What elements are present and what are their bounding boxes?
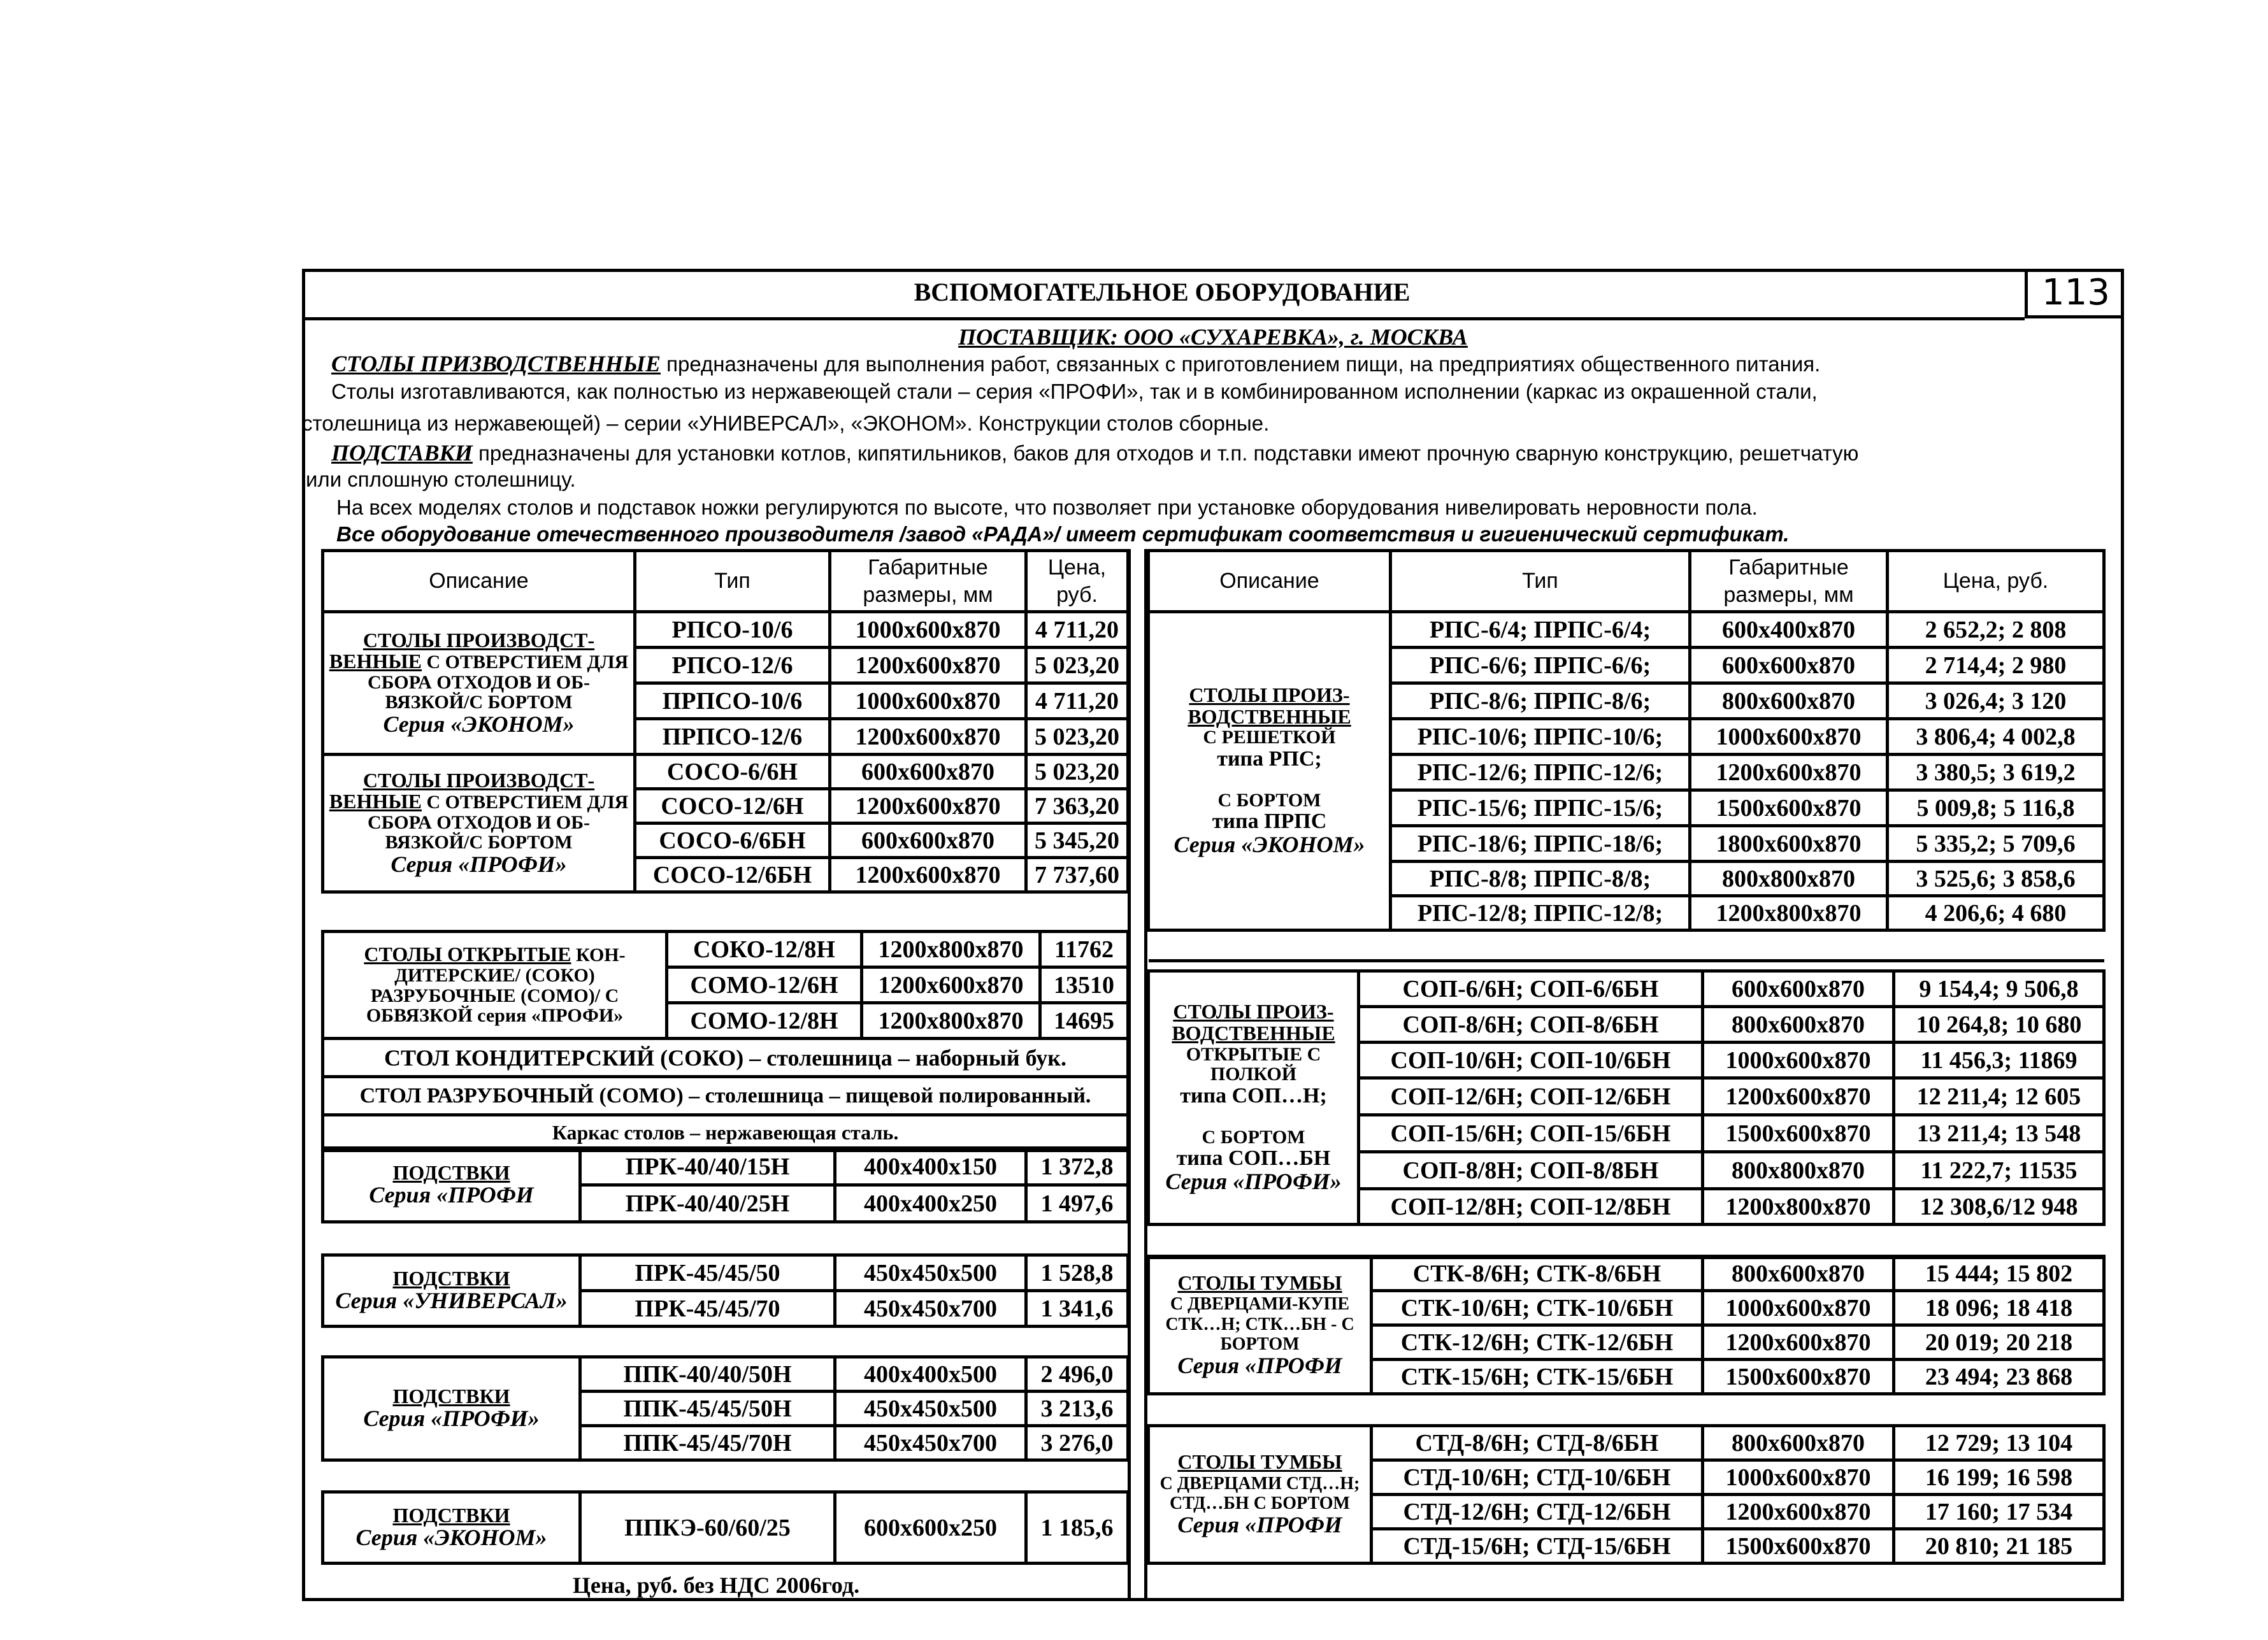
intro-paragraph-2a: Столы изготавливаются, как полностью из нержавеющей стали – серия «ПРОФИ», так и в комбинированном исполнении (каркас из окрашенной стали, [331, 380, 1818, 403]
supplier-line: ПОСТАВЩИК: ООО «СУХАРЕВКА», г. МОСКВА [958, 324, 1468, 350]
cell-type: СОСО-12/6БН [635, 858, 830, 892]
group-description [323, 1357, 580, 1460]
cell-dims: 1200x600x870 [1703, 1078, 1894, 1115]
cell-dims: 1000x600x870 [1703, 1043, 1894, 1078]
group-body: С ОТВЕРСТИЕМ ДЛЯ СБОРА ОТХОДОВ И ОБ-ВЯЗКОЙ/С БОРТОМ [367, 652, 629, 713]
right-price-table [1147, 549, 2106, 962]
cell-dims: 1200x800x870 [862, 932, 1040, 967]
group-series: Серия «ПРОФИ» [391, 851, 567, 877]
spacer-row [323, 1460, 1128, 1492]
cell-dims: 1500x600x870 [1690, 790, 1888, 826]
header-divider [302, 317, 2025, 320]
note-row [323, 1077, 1128, 1115]
intro-paragraph-1 [331, 350, 1820, 377]
page-number: 113 [2025, 269, 2124, 318]
cell-dims: 800x600x870 [1703, 1426, 1894, 1460]
cell-price: 2 496,0 [1026, 1357, 1128, 1392]
group-description [323, 1255, 580, 1327]
table-row [1149, 971, 2104, 1007]
cell-type: ППКЭ-60/60/25 [580, 1492, 835, 1564]
spacer [1149, 1394, 2104, 1426]
cell-type: СТД-10/6Н; СТД-10/6БН [1372, 1460, 1703, 1495]
cell-type: РПС-15/6; ПРПС-15/6; [1391, 790, 1690, 826]
cell-price: 3 213,6 [1026, 1392, 1128, 1426]
cell-dims: 1500x600x870 [1703, 1115, 1894, 1152]
cell-type: СОП-6/6Н; СОП-6/6БН [1359, 971, 1703, 1007]
cell-price: 3 525,6; 3 858,6 [1888, 862, 2104, 896]
cell-dims: 1200x600x870 [1703, 1325, 1894, 1360]
cell-price: 17 160; 17 534 [1894, 1495, 2104, 1529]
cell-dims: 400x400x250 [835, 1185, 1026, 1222]
group-series: Серия «ЭКОНОМ» [1173, 832, 1365, 858]
cell-price: 12 729; 13 104 [1894, 1426, 2104, 1460]
cell-price: 18 096; 18 418 [1894, 1291, 2104, 1325]
cell-price: 16 199; 16 598 [1894, 1460, 2104, 1495]
cell-type: РПС-10/6; ПРПС-10/6; [1391, 719, 1690, 755]
group-description [1149, 1426, 1372, 1564]
spacer-row [323, 1327, 1128, 1357]
cell-price: 1 497,6 [1026, 1185, 1128, 1222]
group-body: С БОРТОМ [1202, 1126, 1305, 1148]
cell-price: 2 652,2; 2 808 [1888, 612, 2104, 648]
cell-type: СОП-12/8Н; СОП-12/8БН [1359, 1189, 1703, 1225]
cell-dims: 1200x600x870 [830, 858, 1026, 892]
spacer-row [323, 1222, 1128, 1255]
group-title: ПОДСТВКИ [392, 1160, 510, 1184]
note-row [323, 1115, 1128, 1151]
cell-price: 5 023,20 [1026, 719, 1128, 755]
spacer-row [1149, 1394, 2104, 1426]
cell-type: СТД-15/6Н; СТД-15/6БН [1372, 1529, 1703, 1564]
cell-type: ПРК-45/45/50 [580, 1255, 835, 1291]
intro-lead-stands: ПОДСТАВКИ [331, 440, 473, 466]
right-stk-table [1147, 1255, 2106, 1565]
col-header-type: Тип [1391, 551, 1690, 612]
cell-type: РПС-12/8; ПРПС-12/8; [1391, 896, 1690, 931]
table-row [323, 932, 1128, 967]
group-series: Серия «ЭКОНОМ» [383, 711, 575, 737]
cell-price: 3 806,4; 4 002,8 [1888, 719, 2104, 755]
cell-dims: 1200x600x870 [830, 648, 1026, 683]
page-title: ВСПОМОГАТЕЛЬНОЕ ОБОРУДОВАНИЕ [914, 278, 1410, 306]
cell-type: РПС-6/4; ПРПС-6/4; [1391, 612, 1690, 648]
intro-paragraph-4: На всех моделях столов и подставок ножки регулируются по высоте, что позволяет при установке оборудования нивелировать неровности пола. [336, 496, 1758, 519]
cell-price: 23 494; 23 868 [1894, 1360, 2104, 1394]
table-row [323, 1148, 1128, 1185]
group-description [323, 755, 635, 892]
group-body: типа СОП…БН [1176, 1146, 1331, 1171]
col-header-dimensions: Габаритные размеры, мм [1690, 551, 1888, 612]
cell-type: СТК-12/6Н; СТК-12/6БН [1372, 1325, 1703, 1360]
group-body: С БОРТОМ [1217, 789, 1321, 811]
right-sop-table [1147, 969, 2106, 1259]
table-row [323, 612, 1128, 648]
cell-dims: 1500x600x870 [1703, 1529, 1894, 1564]
cell-price: 5 023,20 [1026, 648, 1128, 683]
spacer-row [1149, 1225, 2104, 1258]
cell-dims: 400x400x150 [835, 1148, 1026, 1185]
cell-price: 4 206,6; 4 680 [1888, 896, 2104, 931]
spacer [1149, 931, 2104, 961]
cell-price: 7 363,20 [1026, 789, 1128, 824]
group-body: типа РПС; [1217, 746, 1322, 771]
table-header-row [1149, 551, 2104, 612]
cell-type: ПРПСО-10/6 [635, 683, 830, 719]
cell-dims: 1200x800x870 [1690, 896, 1888, 931]
cell-dims: 1000x600x870 [830, 683, 1026, 719]
cell-dims: 800x600x870 [1703, 1007, 1894, 1043]
cell-price: 5 335,2; 5 709,6 [1888, 826, 2104, 862]
group-description [323, 932, 667, 1039]
cell-dims: 1200x800x870 [1703, 1189, 1894, 1225]
cell-dims: 450x450x700 [835, 1426, 1026, 1460]
cell-type: СОП-12/6Н; СОП-12/6БН [1359, 1078, 1703, 1115]
cell-price: 15 444; 15 802 [1894, 1257, 2104, 1291]
cell-price: 14695 [1040, 1003, 1128, 1039]
group-description [1149, 971, 1359, 1225]
cell-price: 9 154,4; 9 506,8 [1894, 971, 2104, 1007]
group-title: СТОЛЫ ТУМБЫ [1177, 1450, 1342, 1474]
group-series: Серия «ПРОФИ [1177, 1352, 1342, 1378]
table-header-row [323, 551, 1128, 612]
cell-dims: 600x600x870 [1703, 971, 1894, 1007]
cell-price: 5 345,20 [1026, 824, 1128, 858]
group-description [323, 1148, 580, 1222]
spacer [323, 1327, 1128, 1357]
cell-type: СОМО-12/8Н [667, 1003, 862, 1039]
group-title: ПОДСТВКИ [392, 1384, 510, 1408]
cell-type: РПС-8/8; ПРПС-8/8; [1391, 862, 1690, 896]
note-razrub: СТОЛ РАЗРУБОЧНЫЙ (СОМО) – столешница – пищевой полированный. [323, 1077, 1128, 1115]
col-header-description: Описание [1149, 551, 1391, 612]
cell-price: 1 372,8 [1026, 1148, 1128, 1185]
cell-dims: 600x600x250 [835, 1492, 1026, 1564]
cell-dims: 600x600x870 [830, 824, 1026, 858]
group-body: С РЕШЕТКОЙ [1203, 727, 1336, 748]
cell-type: СОКО-12/8Н [667, 932, 862, 967]
cell-type: ППК-40/40/50Н [580, 1357, 835, 1392]
cell-dims: 1800x600x870 [1690, 826, 1888, 862]
intro-paragraph-3 [331, 439, 1858, 466]
cell-dims: 450x450x700 [835, 1291, 1026, 1327]
group-series: Серия «ПРОФИ» [363, 1406, 540, 1432]
intro-text: предназначены для установки котлов, кипятильников, баков для отходов и т.п. подставки имеют прочную сварную конструкцию, решетчатую [472, 441, 1859, 465]
group-series: Серия «ПРОФИ [369, 1182, 534, 1208]
intro-paragraph-5: Все оборудование отечественного производителя /завод «РАДА»/ имеет сертификат соответствия и гигиенический сертификат. [336, 522, 1790, 546]
cell-type: СОП-8/8Н; СОП-8/8БН [1359, 1152, 1703, 1189]
cell-dims: 1000x600x870 [1690, 719, 1888, 755]
group-series: Серия «ЭКОНОМ» [355, 1525, 547, 1551]
group-title: ПОДСТВКИ [392, 1503, 510, 1527]
cell-price: 7 737,60 [1026, 858, 1128, 892]
cell-type: СОМО-12/6Н [667, 967, 862, 1003]
cell-type: РПС-12/6; ПРПС-12/6; [1391, 755, 1690, 790]
intro-paragraph-2b: столешница из нержавеющей) – серии «УНИВЕРСАЛ», «ЭКОНОМ». Конструкции столов сборные. [302, 411, 1270, 435]
cell-dims: 400x400x500 [835, 1357, 1026, 1392]
group-series: Серия «ПРОФИ» [1165, 1168, 1342, 1194]
intro-text: предназначены для выполнения работ, связанных с приготовлением пищи, на предприятиях общественного питания. [660, 352, 1821, 376]
group-body: С ДВЕРЦАМИ СТД…Н; СТД…БН С БОРТОМ [1159, 1473, 1360, 1514]
cell-dims: 1200x600x870 [862, 967, 1040, 1003]
cell-type: СОСО-6/6Н [635, 755, 830, 789]
group-description [323, 612, 635, 755]
cell-dims: 600x600x870 [830, 755, 1026, 789]
cell-price: 1 341,6 [1026, 1291, 1128, 1327]
cell-dims: 800x800x870 [1703, 1152, 1894, 1189]
table-row [323, 755, 1128, 789]
note-konditer: СТОЛ КОНДИТЕРСКИЙ (СОКО) – столешница – наборный бук. [323, 1039, 1128, 1077]
cell-type: СОП-15/6Н; СОП-15/6БН [1359, 1115, 1703, 1152]
cell-price: 4 711,20 [1026, 683, 1128, 719]
cell-price: 1 185,6 [1026, 1492, 1128, 1564]
group-body: типа ПРПС [1212, 809, 1327, 834]
cell-dims: 1000x600x870 [1703, 1460, 1894, 1495]
cell-type: ПРК-40/40/25Н [580, 1185, 835, 1222]
spacer [323, 1222, 1128, 1255]
cell-price: 3 026,4; 3 120 [1888, 683, 2104, 719]
cell-price: 11762 [1040, 932, 1128, 967]
group-series: Серия «ПРОФИ [1177, 1511, 1342, 1537]
table-row [323, 1255, 1128, 1291]
intro-lead-tables: СТОЛЫ ПРИЗВОДСТВЕННЫЕ [331, 351, 661, 376]
group-body: С ДВЕРЦАМИ-КУПЕ СТК…Н; СТК…БН - С БОРТОМ [1165, 1294, 1354, 1355]
cell-price: 5 023,20 [1026, 755, 1128, 789]
cell-type: ППК-45/45/50Н [580, 1392, 835, 1426]
cell-price: 20 810; 21 185 [1894, 1529, 2104, 1564]
cell-dims: 1000x600x870 [830, 612, 1026, 648]
cell-type: СТК-8/6Н; СТК-8/6БН [1372, 1257, 1703, 1291]
cell-price: 11 456,3; 11869 [1894, 1043, 2104, 1078]
left-price-table [321, 549, 1130, 894]
cell-dims: 600x400x870 [1690, 612, 1888, 648]
cell-type: СТД-12/6Н; СТД-12/6БН [1372, 1495, 1703, 1529]
group-title: СТОЛЫ ТУМБЫ [1177, 1271, 1342, 1294]
group-title: СТОЛЫ ПРОИЗ-ВОДСТВЕННЫЕ [1188, 683, 1351, 728]
cell-type: РПС-8/6; ПРПС-8/6; [1391, 683, 1690, 719]
group-body: ОТКРЫТЫЕ С ПОЛКОЙ [1186, 1043, 1321, 1085]
table-row [323, 1357, 1128, 1392]
group-title: ПОДСТВКИ [392, 1266, 510, 1290]
cell-price: 20 019; 20 218 [1894, 1325, 2104, 1360]
cell-type: РПСО-10/6 [635, 612, 830, 648]
note-row [323, 1039, 1128, 1077]
table-row [1149, 1426, 2104, 1460]
cell-price: 3 380,5; 3 619,2 [1888, 755, 2104, 790]
cell-dims: 1000x600x870 [1703, 1291, 1894, 1325]
cell-price: 11 222,7; 11535 [1894, 1152, 2104, 1189]
col-header-dimensions: Габаритные размеры, мм [830, 551, 1026, 612]
cell-dims: 1200x600x870 [830, 789, 1026, 824]
group-body: КОН-ДИТЕРСКИЕ/ (СОКО) РАЗРУБОЧНЫЕ (СОМО)/ С ОБВЯЗКОЙ серия «ПРОФИ» [366, 945, 626, 1027]
cell-type: РПС-6/6; ПРПС-6/6; [1391, 648, 1690, 683]
cell-dims: 450x450x500 [835, 1255, 1026, 1291]
table-row [323, 1492, 1128, 1564]
cell-price: 2 714,4; 2 980 [1888, 648, 2104, 683]
cell-price: 13 211,4; 13 548 [1894, 1115, 2104, 1152]
cell-dims: 1200x600x870 [830, 719, 1026, 755]
col-header-price: Цена, руб. [1026, 551, 1128, 612]
left-stands-table [321, 1146, 1130, 1565]
group-title: СТОЛЫ ОТКРЫТЫЕ [364, 943, 571, 966]
cell-dims: 1200x800x870 [862, 1003, 1040, 1039]
left-open-tables [321, 930, 1130, 1152]
cell-type: СТК-10/6Н; СТК-10/6БН [1372, 1291, 1703, 1325]
cell-type: ППК-45/45/70Н [580, 1426, 835, 1460]
cell-type: СОСО-6/6БН [635, 824, 830, 858]
cell-type: ПРК-45/45/70 [580, 1291, 835, 1327]
group-series: Серия «УНИВЕРСАЛ» [335, 1288, 568, 1314]
price-footnote: Цена, руб. без НДС 2006год. [572, 1572, 860, 1598]
cell-dims: 1200x600x870 [1703, 1495, 1894, 1529]
group-title: СТОЛЫ ПРОИЗ-ВОДСТВЕННЫЕ [1172, 1000, 1335, 1045]
cell-type: СОП-8/6Н; СОП-8/6БН [1359, 1007, 1703, 1043]
cell-price: 1 528,8 [1026, 1255, 1128, 1291]
group-body: С ОТВЕРСТИЕМ ДЛЯ СБОРА ОТХОДОВ И ОБ-ВЯЗКОЙ/С БОРТОМ [367, 792, 629, 853]
note-karkas: Каркас столов – нержавеющая сталь. [323, 1115, 1128, 1151]
cell-price: 4 711,20 [1026, 612, 1128, 648]
spacer [323, 1460, 1128, 1492]
cell-dims: 1500x600x870 [1703, 1360, 1894, 1394]
group-body: типа СОП…Н; [1180, 1083, 1327, 1108]
cell-price: 13510 [1040, 967, 1128, 1003]
group-title: СТОЛЫ ПРОИЗВОДСТ-ВЕННЫЕ [329, 768, 595, 813]
table-row [1149, 612, 2104, 648]
cell-price: 5 009,8; 5 116,8 [1888, 790, 2104, 826]
cell-type: РПСО-12/6 [635, 648, 830, 683]
group-description [1149, 612, 1391, 931]
cell-price: 10 264,8; 10 680 [1894, 1007, 2104, 1043]
col-header-price: Цена, руб. [1888, 551, 2104, 612]
cell-dims: 800x800x870 [1690, 862, 1888, 896]
cell-dims: 800x600x870 [1690, 683, 1888, 719]
cell-dims: 600x600x870 [1690, 648, 1888, 683]
cell-price: 3 276,0 [1026, 1426, 1128, 1460]
cell-dims: 800x600x870 [1703, 1257, 1894, 1291]
cell-price: 12 308,6/12 948 [1894, 1189, 2104, 1225]
cell-dims: 1200x600x870 [1690, 755, 1888, 790]
cell-type: СТД-8/6Н; СТД-8/6БН [1372, 1426, 1703, 1460]
spacer-row [1149, 931, 2104, 961]
cell-type: ПРК-40/40/15Н [580, 1148, 835, 1185]
group-description [1149, 1257, 1372, 1394]
col-header-type: Тип [635, 551, 830, 612]
column-divider [1128, 549, 1131, 1601]
spacer [1149, 1225, 2104, 1258]
cell-type: РПС-18/6; ПРПС-18/6; [1391, 826, 1690, 862]
cell-type: СТК-15/6Н; СТК-15/6БН [1372, 1360, 1703, 1394]
group-title: СТОЛЫ ПРОИЗВОДСТ-ВЕННЫЕ [329, 628, 595, 673]
group-description [323, 1492, 580, 1564]
col-header-description: Описание [323, 551, 635, 612]
intro-paragraph-3b: или сплошную столешницу. [306, 467, 576, 491]
table-row [1149, 1257, 2104, 1291]
cell-type: СОСО-12/6Н [635, 789, 830, 824]
cell-type: ПРПСО-12/6 [635, 719, 830, 755]
cell-type: СОП-10/6Н; СОП-10/6БН [1359, 1043, 1703, 1078]
cell-price: 12 211,4; 12 605 [1894, 1078, 2104, 1115]
cell-dims: 450x450x500 [835, 1392, 1026, 1426]
